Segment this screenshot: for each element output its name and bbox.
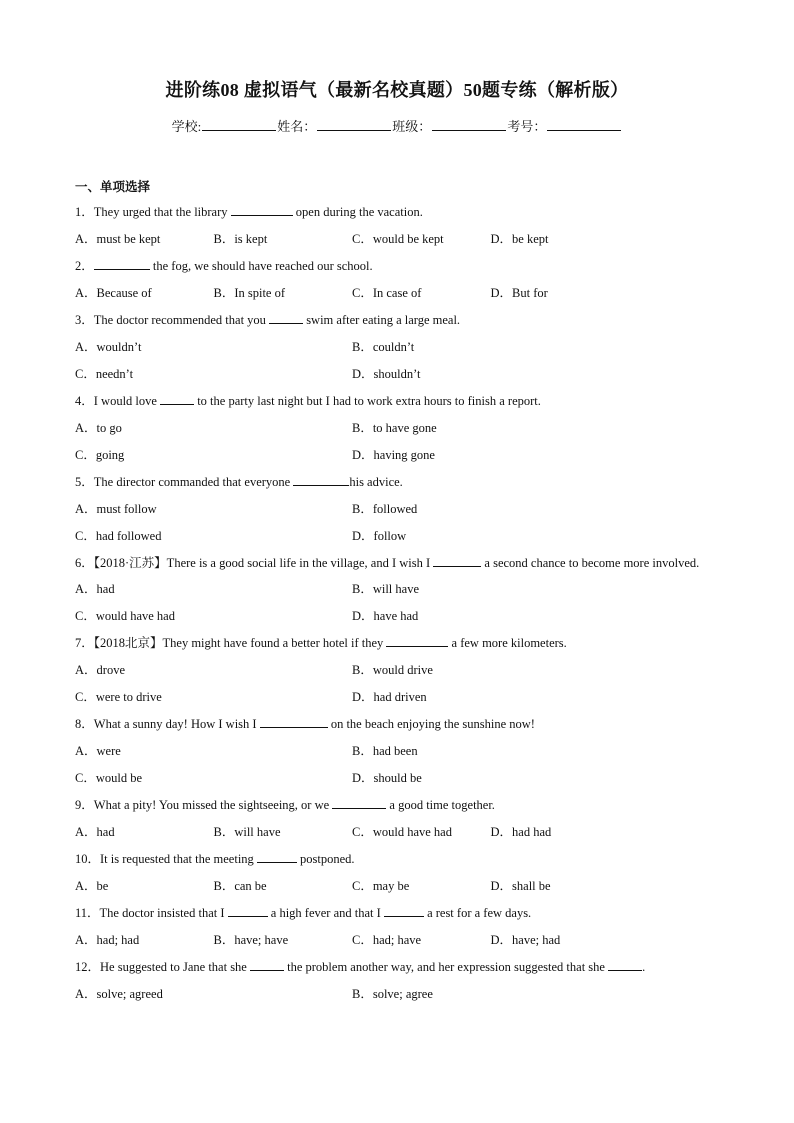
question-stem bbox=[75, 792, 725, 819]
options-row bbox=[75, 981, 725, 1008]
answer-option[interactable]: B．had been bbox=[352, 744, 418, 758]
answer-option[interactable]: D．had driven bbox=[352, 690, 427, 704]
question-text: postponed. bbox=[296, 852, 355, 866]
question-text: It is requested that the meeting bbox=[100, 852, 257, 866]
exam-number-field[interactable] bbox=[547, 118, 621, 131]
class-label: 班级： bbox=[392, 119, 432, 134]
answer-option[interactable]: D．having gone bbox=[352, 448, 435, 462]
answer-option[interactable]: A．solve; agreed bbox=[75, 987, 163, 1001]
question-number: 6． bbox=[75, 556, 94, 570]
section-title: 一、单项选择 bbox=[75, 180, 151, 194]
school-field[interactable] bbox=[202, 118, 276, 131]
answer-option[interactable]: D．be kept bbox=[490, 232, 549, 246]
options-row bbox=[75, 576, 725, 603]
answer-blank bbox=[257, 851, 297, 863]
answer-option[interactable]: B．will have bbox=[352, 582, 420, 596]
answer-option[interactable]: D．shouldn’t bbox=[352, 367, 421, 381]
question-number: 8． bbox=[75, 717, 94, 731]
answer-option[interactable]: A．to go bbox=[75, 421, 122, 435]
answer-blank bbox=[260, 716, 328, 728]
question-text: 【2018·江苏】There is a good social life in the village, and I wish I bbox=[93, 556, 434, 570]
options-row bbox=[75, 226, 725, 253]
answer-option[interactable]: C．would be kept bbox=[352, 232, 444, 246]
answer-blank bbox=[231, 204, 293, 216]
answer-option[interactable]: C．In case of bbox=[352, 286, 422, 300]
answer-option[interactable]: C．going bbox=[75, 448, 125, 462]
question-number: 1． bbox=[75, 205, 94, 219]
question-text: on the beach enjoying the sunshine now! bbox=[327, 717, 535, 731]
options-row bbox=[75, 657, 725, 684]
answer-option[interactable]: C．had; have bbox=[352, 933, 422, 947]
answer-option[interactable]: D．had had bbox=[490, 825, 552, 839]
answer-option[interactable]: B．followed bbox=[352, 502, 418, 516]
question-number: 5． bbox=[75, 475, 94, 489]
options-row bbox=[75, 684, 725, 711]
answer-option[interactable]: B．can be bbox=[213, 879, 267, 893]
answer-option[interactable]: A．were bbox=[75, 744, 121, 758]
answer-blank bbox=[160, 393, 194, 405]
options-row bbox=[75, 442, 725, 469]
options-row bbox=[75, 873, 725, 900]
options-row bbox=[75, 927, 725, 954]
question-number: 10． bbox=[75, 852, 101, 866]
answer-blank bbox=[332, 797, 386, 809]
options-row bbox=[75, 765, 725, 792]
school-label: 学校: bbox=[171, 119, 202, 134]
answer-option[interactable]: A．wouldn’t bbox=[75, 340, 142, 354]
answer-option[interactable]: B．couldn’t bbox=[352, 340, 415, 354]
options-row bbox=[75, 819, 725, 846]
question-text: The director commanded that everyone bbox=[93, 475, 294, 489]
question-number: 4． bbox=[75, 394, 94, 408]
question-text: What a sunny day! How I wish I bbox=[93, 717, 260, 731]
question-stem bbox=[75, 199, 725, 226]
answer-blank bbox=[228, 905, 268, 917]
answer-option[interactable]: B．solve; agree bbox=[352, 987, 433, 1001]
student-info-line bbox=[0, 116, 794, 135]
question-text: I would love bbox=[93, 394, 161, 408]
answer-option[interactable]: C．would have had bbox=[75, 609, 175, 623]
question-text: the fog, we should have reached our school. bbox=[149, 259, 373, 273]
answer-blank bbox=[94, 258, 150, 270]
question-stem bbox=[75, 900, 725, 927]
question-stem bbox=[75, 253, 725, 280]
question-stem bbox=[75, 711, 725, 738]
answer-option[interactable]: C．needn’t bbox=[75, 367, 134, 381]
answer-option[interactable]: A．had; had bbox=[75, 933, 140, 947]
options-row bbox=[75, 738, 725, 765]
answer-blank bbox=[386, 635, 448, 647]
answer-option[interactable]: D．should be bbox=[352, 771, 422, 785]
question-number: 11． bbox=[75, 906, 100, 920]
question-text: He suggested to Jane that she bbox=[100, 960, 250, 974]
answer-blank bbox=[293, 474, 349, 486]
answer-option[interactable]: C．would have had bbox=[352, 825, 452, 839]
answer-option[interactable]: D．But for bbox=[490, 286, 548, 300]
options-row bbox=[75, 334, 725, 361]
class-field[interactable] bbox=[432, 118, 506, 131]
answer-blank bbox=[384, 905, 424, 917]
answer-option[interactable]: A．must be kept bbox=[75, 232, 161, 246]
answer-option[interactable]: A．be bbox=[75, 879, 109, 893]
question-text: to the party last night but I had to work extra hours to finish a report. bbox=[194, 394, 541, 408]
answer-option[interactable]: B．In spite of bbox=[213, 286, 286, 300]
question-number: 3． bbox=[75, 313, 94, 327]
answer-option[interactable]: B．will have bbox=[213, 825, 281, 839]
question-text: his advice. bbox=[349, 475, 403, 489]
question-text: the problem another way, and her expression suggested that she bbox=[283, 960, 609, 974]
options-row bbox=[75, 523, 725, 550]
answer-option[interactable]: C．had followed bbox=[75, 529, 162, 543]
answer-blank bbox=[608, 959, 642, 971]
answer-option[interactable]: B．is kept bbox=[213, 232, 268, 246]
question-text: a good time together. bbox=[386, 798, 495, 812]
answer-option[interactable]: A．had bbox=[75, 825, 115, 839]
answer-option[interactable]: D．follow bbox=[352, 529, 407, 543]
question-text: What a pity! You missed the sightseeing, or we bbox=[93, 798, 333, 812]
question-text: a few more kilometers. bbox=[448, 636, 567, 650]
answer-blank bbox=[250, 959, 284, 971]
question-text: swim after eating a large meal. bbox=[303, 313, 461, 327]
question-number: 7． bbox=[75, 636, 94, 650]
question-text: The doctor recommended that you bbox=[93, 313, 270, 327]
answer-option[interactable]: B．have; have bbox=[213, 933, 289, 947]
options-row bbox=[75, 415, 725, 442]
question-list bbox=[75, 199, 725, 1008]
answer-blank bbox=[433, 555, 481, 567]
options-row bbox=[75, 280, 725, 307]
question-stem bbox=[75, 630, 725, 657]
options-row bbox=[75, 603, 725, 630]
answer-option[interactable]: D．have; had bbox=[490, 933, 561, 947]
question-stem bbox=[75, 469, 725, 496]
answer-option[interactable]: D．shall be bbox=[490, 879, 551, 893]
exam-number-label: 考号： bbox=[507, 119, 547, 134]
question-number: 2． bbox=[75, 259, 94, 273]
answer-option[interactable]: C．would be bbox=[75, 771, 143, 785]
question-stem bbox=[75, 307, 725, 334]
question-number: 12． bbox=[75, 960, 101, 974]
answer-option[interactable]: C．may be bbox=[352, 879, 410, 893]
question-text: a rest for a few days. bbox=[423, 906, 532, 920]
answer-option[interactable]: A．drove bbox=[75, 663, 125, 677]
answer-option[interactable]: D．have had bbox=[352, 609, 419, 623]
options-row bbox=[75, 496, 725, 523]
question-number: 9． bbox=[75, 798, 94, 812]
question-text: a second chance to become more involved. bbox=[481, 556, 700, 570]
answer-option[interactable]: C．were to drive bbox=[75, 690, 162, 704]
question-stem bbox=[75, 388, 725, 415]
answer-option[interactable]: A．must follow bbox=[75, 502, 157, 516]
name-label: 姓名： bbox=[277, 119, 317, 134]
question-text: open during the vacation. bbox=[292, 205, 423, 219]
question-stem bbox=[75, 846, 725, 873]
question-text: 【2018北京】They might have found a better hotel if they bbox=[93, 636, 387, 650]
page-title: 进阶练08 虚拟语气（最新名校真题）50题专练（解析版） bbox=[165, 80, 629, 100]
answer-blank bbox=[269, 312, 303, 324]
answer-option[interactable]: B．would drive bbox=[352, 663, 433, 677]
question-text: a high fever and that I bbox=[267, 906, 384, 920]
question-stem bbox=[75, 954, 725, 981]
question-text: They urged that the library bbox=[93, 205, 231, 219]
question-text: The doctor insisted that I bbox=[99, 906, 228, 920]
question-text: . bbox=[642, 960, 646, 974]
answer-option[interactable]: B．to have gone bbox=[352, 421, 437, 435]
name-field[interactable] bbox=[317, 118, 391, 131]
options-row bbox=[75, 361, 725, 388]
question-stem bbox=[75, 550, 725, 576]
answer-option[interactable]: A．Because of bbox=[75, 286, 152, 300]
answer-option[interactable]: A．had bbox=[75, 582, 115, 596]
